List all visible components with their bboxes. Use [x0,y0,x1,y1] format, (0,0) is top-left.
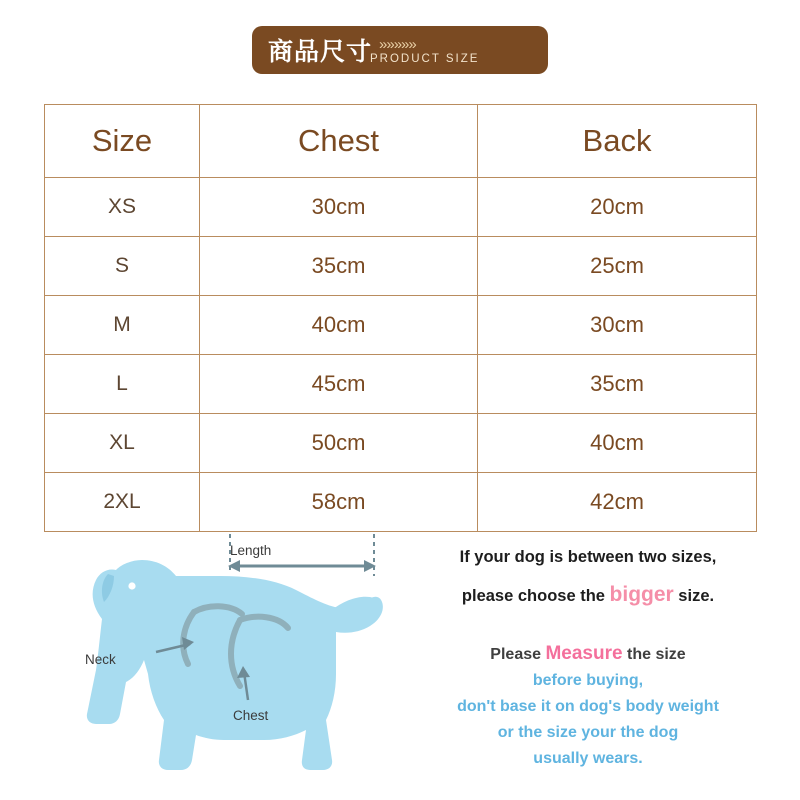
cell-back: 35cm [478,355,757,414]
label-length: Length [230,543,272,558]
cell-chest: 30cm [200,178,478,237]
note-line-1: If your dog is between two sizes, [459,548,717,566]
table-row [45,296,757,355]
column-header-chest: Chest [200,105,478,178]
cell-size: S [45,237,200,296]
cell-back: 30cm [478,296,757,355]
note-p1-before: Please [490,646,546,663]
note-p4: or the size your the dog [497,724,679,741]
cell-size: 2XL [45,473,200,532]
product-size-banner [252,26,548,74]
note-line-2-before: please choose the [461,587,610,605]
cell-back: 42cm [478,473,757,532]
note-paragraph [388,641,788,772]
column-header-back: Back [478,105,757,178]
cell-size: XS [45,178,200,237]
table-row [45,414,757,473]
table-header-row [45,105,757,178]
size-table-header [45,105,757,178]
cell-back: 25cm [478,237,757,296]
chevrons-icon: » » » » » [379,35,417,53]
dog-measurement-diagram [44,524,394,792]
size-table-body [45,178,757,532]
cell-chest: 35cm [200,237,478,296]
table-row [45,237,757,296]
sizing-notes [388,548,788,772]
note-p1 [388,641,788,668]
cell-size: L [45,355,200,414]
note-p5: usually wears. [533,750,643,767]
cell-chest: 40cm [200,296,478,355]
cell-chest: 50cm [200,414,478,473]
cell-chest: 45cm [200,355,478,414]
label-neck: Neck [85,652,116,667]
table-row [45,355,757,414]
cell-size: XL [45,414,200,473]
note-line-2 [388,583,788,607]
cell-chest: 58cm [200,473,478,532]
cell-back: 40cm [478,414,757,473]
label-chest: Chest [233,708,269,723]
note-highlight-measure: Measure [545,643,623,664]
note-p3: don't base it on dog's body weight [457,698,719,715]
cell-back: 20cm [478,178,757,237]
table-row [45,473,757,532]
banner-title-cn: 商品尺寸 [268,38,373,66]
column-header-size: Size [45,105,200,178]
note-highlight-bigger: bigger [609,583,674,606]
cell-size: M [45,296,200,355]
note-p1-after: the size [622,646,686,663]
banner-title-en: PRODUCT SIZE [370,53,480,65]
size-table [44,104,757,532]
note-p2: before buying, [532,672,644,689]
note-line-2-after: size. [673,587,715,605]
table-row [45,178,757,237]
